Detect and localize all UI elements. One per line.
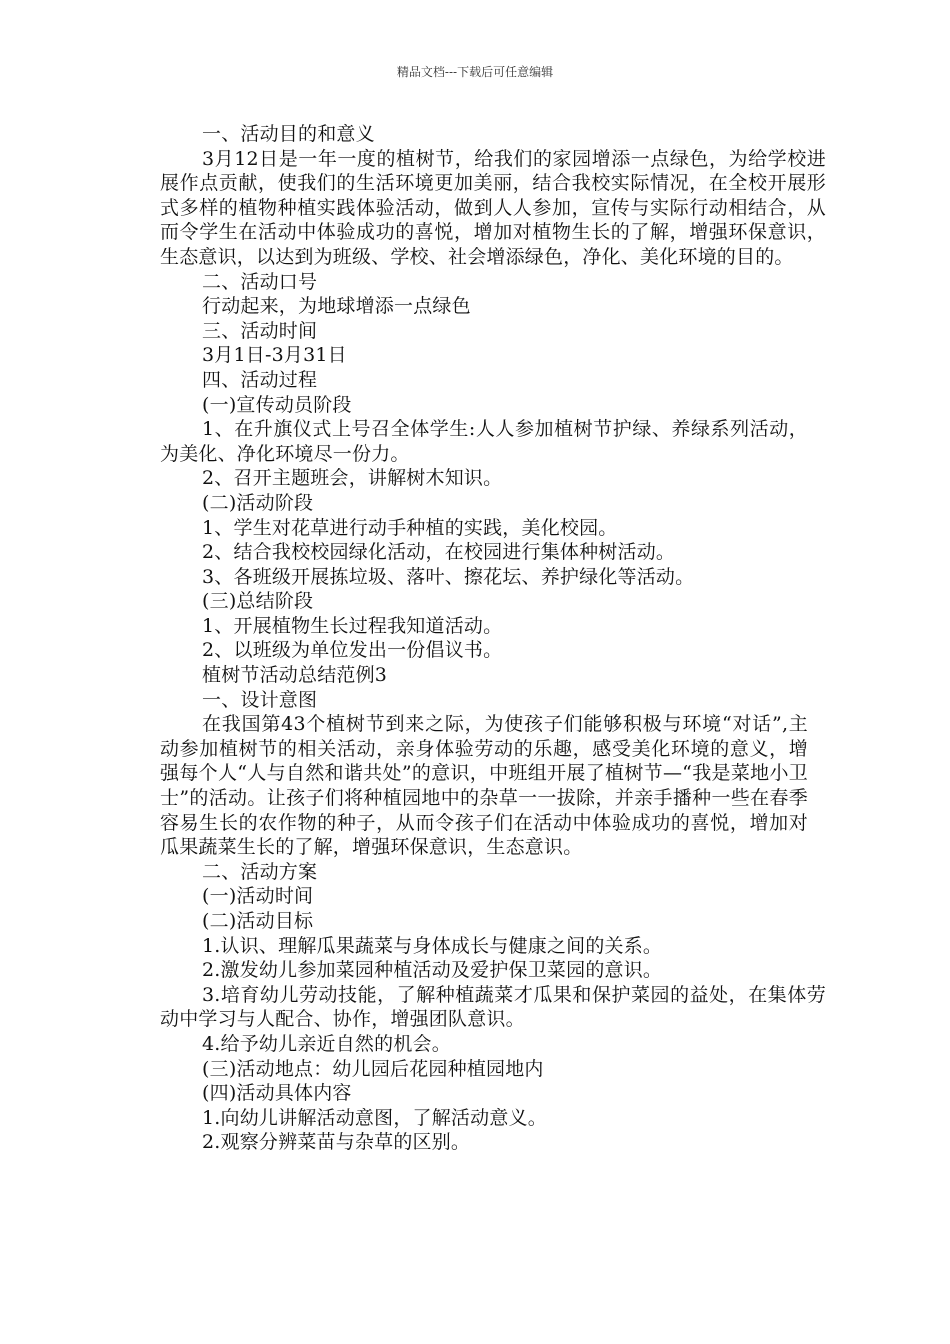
section-heading: 一、设计意图 — [202, 688, 318, 711]
subsection-heading: (三)总结阶段 — [202, 590, 314, 613]
subsection-heading: (三)活动地点：幼儿园后花园种植园地内 — [202, 1057, 544, 1080]
paragraph: 在我国第43个植树节到来之际，为使孩子们能够积极与环境“对话”,主动参加植树节的相关活动，亲身体验劳动的乐趣，感受美化环境的意义，增强每个人“人与自然和谐共处”的意识，中班组开展了植树节—“我是菜地小卫士”的活动。让孩子们将种植园地中的杂草一一拔除，并亲手播种一些在春季容易生长的农作物的种子，从而令孩子们在活动中体验成功的喜悦，增加对瓜果蔬菜生长的了解，增强环保意识，生态意识。 — [160, 713, 808, 859]
list-item: 2、召开主题班会，讲解树木知识。 — [202, 467, 503, 490]
list-item: 2、结合我校校园绿化活动，在校园进行集体种树活动。 — [202, 541, 676, 564]
subsection-heading: (二)活动目标 — [202, 910, 314, 932]
section-heading: 四、活动过程 — [202, 368, 318, 391]
list-item: 3、各班级开展拣垃圾、落叶、擦花坛、养护绿化等活动。 — [202, 565, 695, 588]
list-item: 2.激发幼儿参加菜园种植活动及爱护保卫菜园的意识。 — [202, 959, 663, 982]
document-body — [160, 122, 826, 1155]
subsection-heading: (二)活动阶段 — [202, 491, 314, 514]
list-item: 1、开展植物生长过程我知道活动。 — [202, 614, 503, 637]
list-item: 1、学生对花草进行动手种植的实践，美化校园。 — [202, 516, 618, 539]
list-item: 3.培育幼儿劳动技能，了解种植蔬菜才瓜果和保护菜园的益处，在集体劳动中学习与人配合、协作，增强团队意识。 — [160, 983, 826, 1031]
section-heading: 一、活动目的和意义 — [202, 123, 375, 145]
page-header: 精品文档---下载后可任意编辑 — [396, 65, 554, 79]
paragraph: 行动起来，为地球增添一点绿色 — [202, 295, 471, 318]
subsection-heading: (一)宣传动员阶段 — [202, 393, 352, 416]
list-item: 2.观察分辨菜苗与杂草的区别。 — [202, 1131, 471, 1154]
document-section-title: 植树节活动总结范例3 — [202, 664, 388, 687]
list-item: 4.给予幼儿亲近自然的机会。 — [202, 1032, 451, 1055]
section-heading: 二、活动口号 — [202, 270, 318, 293]
list-item: 1.向幼儿讲解活动意图，了解活动意义。 — [202, 1106, 547, 1129]
list-item: 1.认识、理解瓜果蔬菜与身体成长与健康之间的关系。 — [202, 934, 663, 957]
list-item: 1、在升旗仪式上号召全体学生:人人参加植树节护绿、养绿系列活动，为美化、净化环境尽一份力。 — [160, 418, 808, 465]
section-heading: 二、活动方案 — [202, 860, 318, 883]
paragraph: 3月12日是一年一度的植树节，给我们的家园增添一点绿色，为给学校进展作点贡献，使我们的生活环境更加美丽，结合我校实际情况，在全校开展形式多样的植物种植实践体验活动，做到人人参加，宣传与实际行动相结合，从而令学生在活动中体验成功的喜悦，增加对植物生长的了解，增强环保意识，生态意识，以达到为班级、学校、社会增添绿色，净化、美化环境的目的。 — [160, 147, 826, 268]
paragraph: 3月1日-3月31日 — [202, 344, 347, 367]
subsection-heading: (四)活动具体内容 — [202, 1082, 352, 1105]
list-item: 2、以班级为单位发出一份倡议书。 — [202, 639, 503, 662]
subsection-heading: (一)活动时间 — [202, 885, 314, 908]
section-heading: 三、活动时间 — [202, 319, 318, 342]
